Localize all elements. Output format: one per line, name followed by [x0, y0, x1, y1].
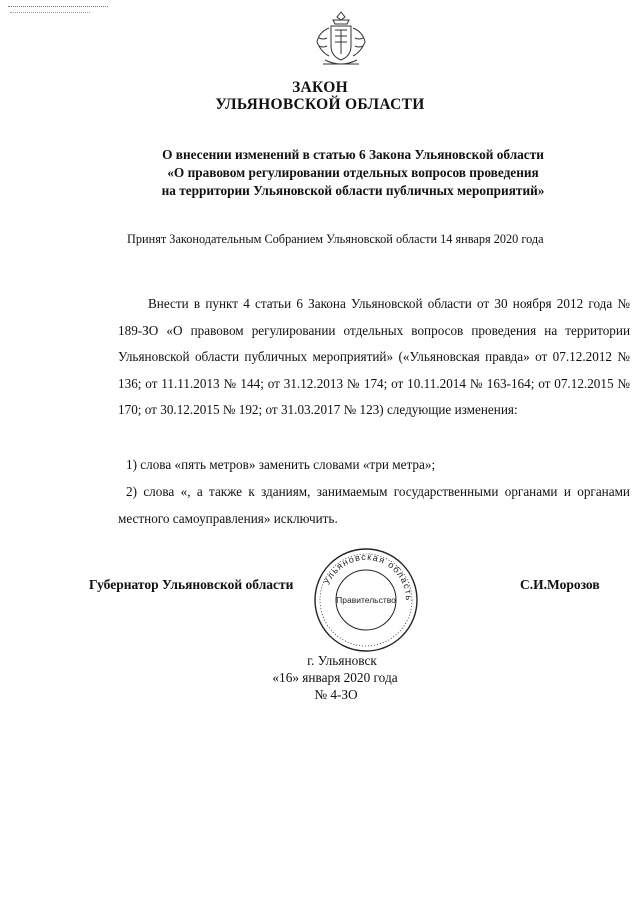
coat-of-arms-icon — [311, 8, 371, 70]
amendment-item-1: 1) слова «пять метров» заменить словами «три метра»; — [126, 457, 436, 472]
governor-name: С.И.Морозов — [520, 577, 600, 592]
subject-line-2: «О правовом регулировании отдельных вопросов проведения — [167, 165, 539, 180]
signing-place: г. Ульяновск — [307, 653, 377, 668]
law-number: № 4-ЗО — [314, 687, 358, 702]
official-seal — [311, 545, 421, 655]
law-region-title: УЛЬЯНОВСКОЙ ОБЛАСТИ — [215, 96, 425, 113]
amendment-item-2: 2) слова «, а также к зданиям, занимаемым государственными органами и органами местного самоуправления» исключить. — [118, 484, 630, 526]
scan-artifact — [10, 12, 90, 15]
law-title: ЗАКОН — [292, 79, 348, 96]
governor-title: Губернатор Ульяновской области — [89, 577, 294, 592]
main-paragraph: Внести в пункт 4 статьи 6 Закона Ульяновской области от 30 ноября 2012 года № 189-ЗО «О правовом регулировании отдельных вопросов проведения на территории Ульяновской области публичных мероприятий» («Ульяновская правда» от 07.12.2012 № 136; от 11.11.2013 № 144; от 31.12.2013 № 174; от 10.11.2014 № 163-164; от 07.12.2015 № 170; от 30.12.2015 № 192; от 31.03.2017 № 123) следующие изменения: — [118, 296, 630, 418]
svg-text:Правительство: Правительство — [336, 595, 396, 605]
subject-line-3: на территории Ульяновской области публичных мероприятий» — [161, 183, 545, 198]
subject-line-1: О внесении изменений в статью 6 Закона Ульяновской области — [162, 147, 544, 162]
signing-date: «16» января 2020 года — [272, 670, 398, 685]
scan-artifact — [8, 6, 108, 10]
adoption-note: Принят Законодательным Собранием Ульяновской области 14 января 2020 года — [127, 232, 544, 246]
svg-text:Ульяновская область: Ульяновская область — [321, 551, 415, 602]
